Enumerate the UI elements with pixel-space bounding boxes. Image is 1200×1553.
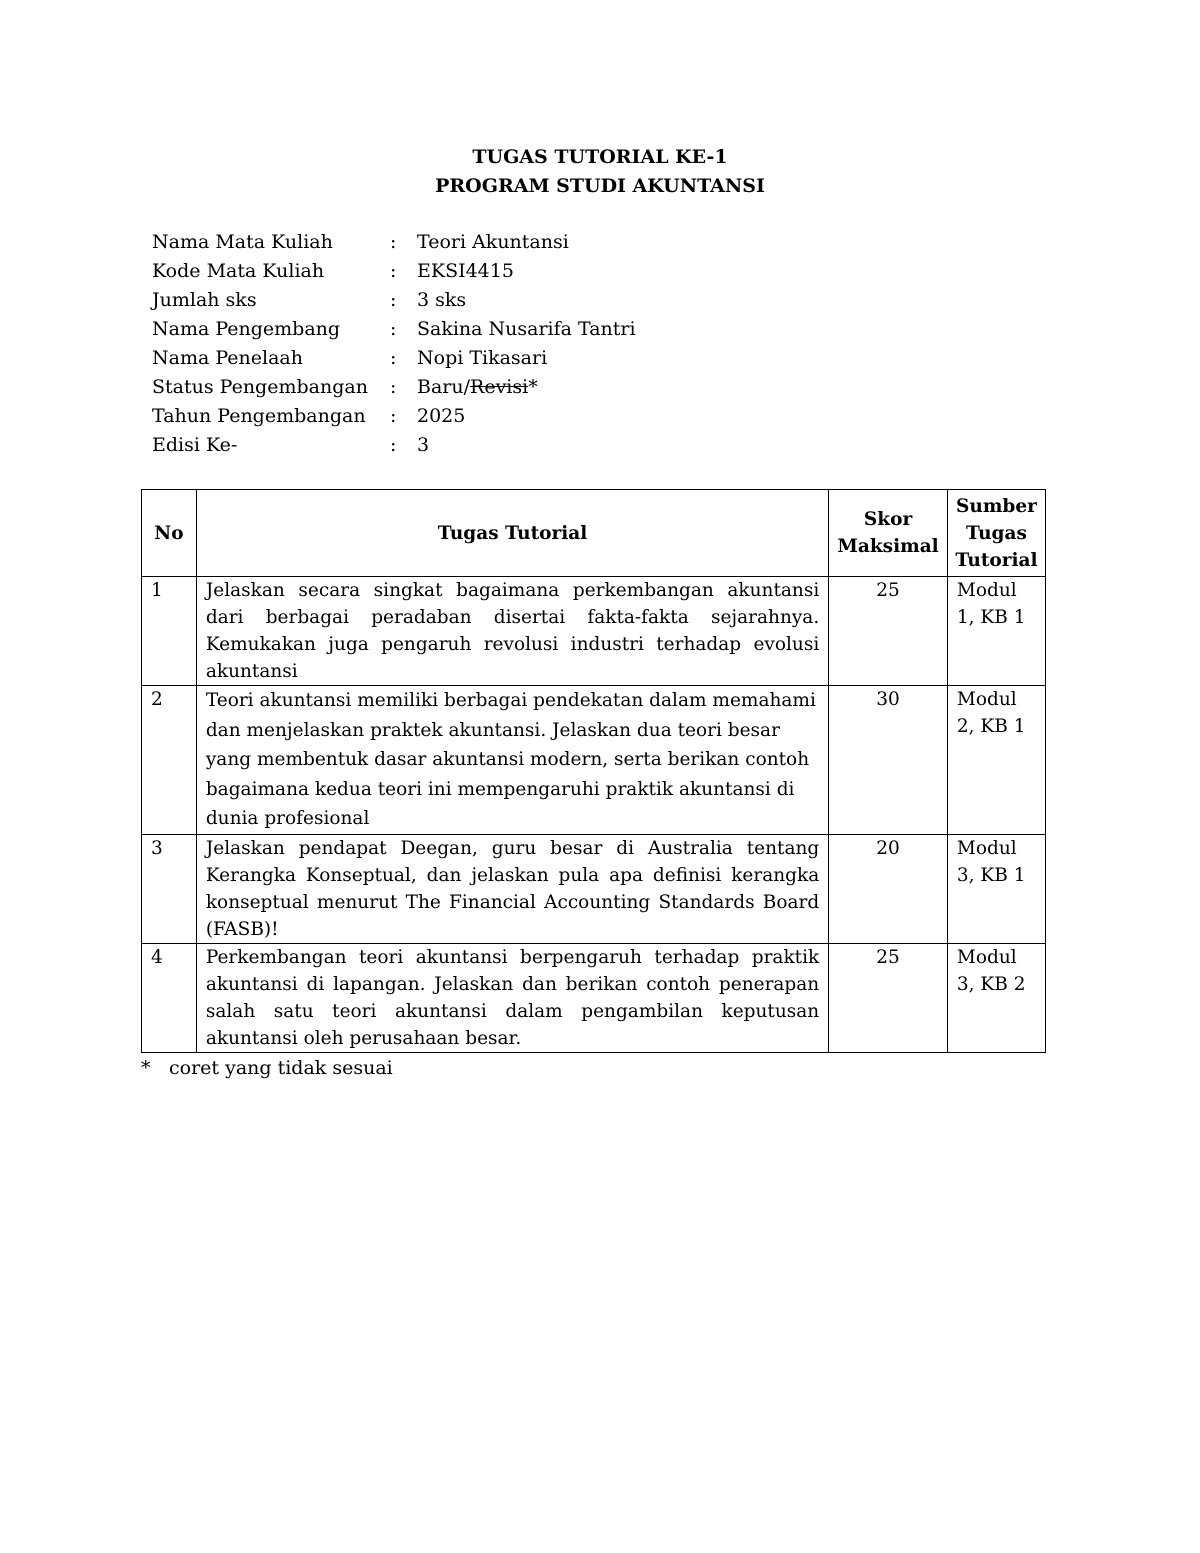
source-module: Modul <box>956 837 1017 859</box>
max-score: 30 <box>829 686 948 835</box>
status-asterisk: * <box>528 376 538 398</box>
status-baru: Baru/ <box>417 376 471 398</box>
header-task: Tugas Tutorial <box>196 490 828 577</box>
meta-row-course-name <box>152 228 636 257</box>
meta-label: Nama Penelaah <box>152 347 303 369</box>
task-description: Jelaskan pendapat Deegan, guru besar di Australia tentang Kerangka Konseptual, dan jelaskan pula apa definisi kerangka konseptual menurut The Financial Accounting Standards Board (FASB)! <box>196 834 828 943</box>
tutorial-task-table <box>141 489 1046 1053</box>
meta-value: Teori Akuntansi <box>417 231 569 253</box>
header-source <box>947 490 1045 577</box>
meta-colon: : <box>390 405 397 427</box>
max-score: 25 <box>829 577 948 686</box>
meta-row-status <box>152 373 636 402</box>
row-number: 4 <box>142 943 197 1052</box>
document-title <box>0 143 1200 201</box>
meta-row-reviewer <box>152 344 636 373</box>
task-description: Teori akuntansi memiliki berbagai pendekatan dalam memahami dan menjelaskan praktek akuntansi. Jelaskan dua teori besar yang membentuk dasar akuntansi modern, serta berikan contoh bagaimana kedua teori ini mempengaruhi praktik akuntansi di dunia profesional <box>196 686 828 835</box>
meta-value: 2025 <box>417 405 466 427</box>
meta-colon: : <box>390 260 397 282</box>
header-max-score-line-2: Maksimal <box>837 536 939 557</box>
source-module: Modul <box>956 946 1017 968</box>
source-module: Modul <box>956 689 1017 710</box>
meta-row-edition <box>152 431 636 460</box>
meta-value: Sakina Nusarifa Tantri <box>417 318 636 340</box>
table-row <box>142 577 1046 686</box>
meta-row-developer <box>152 315 636 344</box>
source-module: Modul <box>956 580 1017 601</box>
row-number: 3 <box>142 834 197 943</box>
meta-label: Tahun Pengembangan <box>152 405 366 427</box>
task-source <box>947 834 1045 943</box>
meta-label: Jumlah sks <box>152 289 257 311</box>
course-info <box>152 228 636 460</box>
task-description: Perkembangan teori akuntansi berpengaruh terhadap praktik akuntansi di lapangan. Jelaskan dan berikan contoh penerapan salah satu teori akuntansi dalam pengambilan keputusan akuntansi oleh perusahaan besar. <box>196 943 828 1052</box>
meta-row-year <box>152 402 636 431</box>
header-source-line-1: Sumber <box>956 495 1037 517</box>
meta-value: 3 sks <box>417 289 467 311</box>
title-line-1: TUGAS TUTORIAL KE-1 <box>472 146 728 168</box>
footnote-asterisk: * <box>141 1057 151 1079</box>
header-no: No <box>142 490 197 577</box>
meta-row-course-code <box>152 257 636 286</box>
task-description: Jelaskan secara singkat bagaimana perkembangan akuntansi dari berbagai peradaban disertai fakta-fakta sejarahnya. Kemukakan juga pengaruh revolusi industri terhadap evolusi akuntansi <box>196 577 828 686</box>
table-header-row <box>142 490 1046 577</box>
task-source <box>947 686 1045 835</box>
meta-label: Nama Pengembang <box>152 318 341 340</box>
meta-colon: : <box>390 231 397 253</box>
meta-row-credits <box>152 286 636 315</box>
meta-label: Nama Mata Kuliah <box>152 231 333 253</box>
row-number: 2 <box>142 686 197 835</box>
table-row <box>142 686 1046 835</box>
footnote <box>141 1054 393 1083</box>
meta-label: Status Pengembangan <box>152 376 368 398</box>
table-row <box>142 943 1046 1052</box>
footnote-text: coret yang tidak sesuai <box>169 1057 393 1079</box>
meta-value-status <box>417 373 538 402</box>
max-score: 25 <box>829 943 948 1052</box>
title-line-2: PROGRAM STUDI AKUNTANSI <box>435 175 765 197</box>
meta-label: Edisi Ke- <box>152 434 238 456</box>
source-kb: 2, KB 1 <box>956 716 1026 737</box>
header-max-score-line-1: Skor <box>863 509 913 530</box>
meta-colon: : <box>390 434 397 456</box>
source-kb: 3, KB 2 <box>956 973 1026 995</box>
source-kb: 1, KB 1 <box>956 607 1026 628</box>
meta-colon: : <box>390 289 397 311</box>
meta-colon: : <box>390 376 397 398</box>
max-score: 20 <box>829 834 948 943</box>
meta-value: 3 <box>417 434 430 456</box>
table-row <box>142 834 1046 943</box>
task-source <box>947 943 1045 1052</box>
source-kb: 3, KB 1 <box>956 864 1026 886</box>
meta-label: Kode Mata Kuliah <box>152 260 325 282</box>
header-max-score <box>829 490 948 577</box>
meta-value: Nopi Tikasari <box>417 347 548 369</box>
header-source-line-2: Tugas <box>966 522 1027 544</box>
task-source <box>947 577 1045 686</box>
row-number: 1 <box>142 577 197 686</box>
meta-colon: : <box>390 347 397 369</box>
meta-value: EKSI4415 <box>417 260 514 282</box>
header-source-line-3: Tutorial <box>955 549 1038 571</box>
status-revisi-struck: Revisi <box>470 376 529 398</box>
meta-colon: : <box>390 318 397 340</box>
